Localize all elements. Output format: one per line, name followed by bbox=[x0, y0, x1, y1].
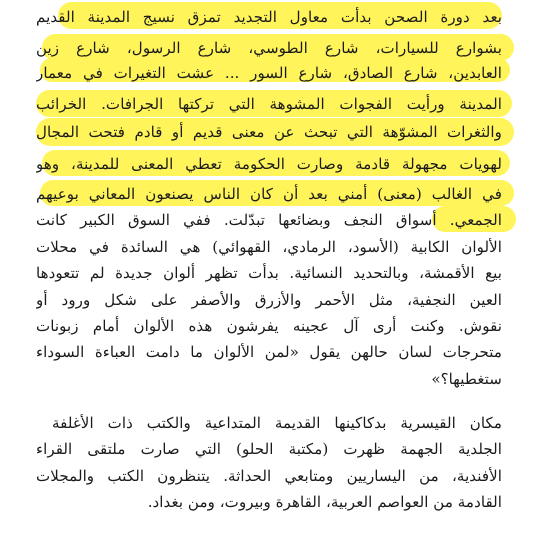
text-line: نقوش. وكنت أرى آل عجينه يفرشون هذه الألوان أمام زبونات bbox=[36, 317, 502, 335]
text-line: بعد دورة الصحن بدأت معاول التجديد تمزق نسيج المدينة القديم bbox=[36, 8, 502, 26]
text-line: ستغطيها؟» bbox=[431, 370, 502, 388]
text-line: الجمعي. أسواق النجف وبضائعها تبدّلت. ففي السوق الكبير كانت bbox=[36, 211, 502, 229]
text-line: لهويات مجهولة قادمة وصارت الحكومة تعطي المعنى للمدينة، وهو bbox=[36, 155, 502, 173]
text-line: متحرجات لسان حالهن يقول «لمن الألوان ما دامت العباءة السوداء bbox=[36, 343, 502, 361]
text-line: المدينة ورأيت الفجوات المشوهة التي تركتها الجرافات. الخرائب bbox=[36, 95, 502, 113]
text-line: الأفندية، من اليساريين ومتابعي الحداثة. يتنظرون الكتب والمجلات bbox=[36, 467, 502, 485]
text-line: بشوارع للسيارات، شارع الطوسي، شارع الرسول، شارع زين bbox=[36, 39, 502, 57]
text-line: العين النجفية، مثل الأحمر والأزرق والأصفر على شكل ورود أو bbox=[36, 291, 502, 309]
text-line: والثغرات المشوّهة التي تبحث عن معنى قديم أو قادم فتحت المجال bbox=[36, 123, 502, 141]
text-line: بيع الأقمشة، وبالتحديد النسائية. بدأت تظهر ألوان جديدة لم تتعودها bbox=[36, 264, 502, 282]
text-line: العابدين، شارع الصادق، شارع السور ... عشت التغيرات في معمار bbox=[36, 64, 502, 82]
text-line: مكان القيسرية بدكاكينها القديمة المتداعية والكتب ذات الأغلفة bbox=[52, 414, 502, 432]
text-line: الألوان الكابية (الأسود، الرمادي، القهوائي) هي السائدة في محلات bbox=[36, 238, 502, 256]
text-line: في الغالب (معنى) أمني بعد أن كان الناس يصنعون المعاني بوعيهم bbox=[36, 185, 502, 203]
text-line: القادمة من العواصم العربية، القاهرة وبيروت، ومن بغداد. bbox=[147, 493, 502, 511]
text-line: الجلدية الجهمة ظهرت (مكتبة الحلو) التي صارت ملتقى القراء bbox=[36, 440, 502, 458]
